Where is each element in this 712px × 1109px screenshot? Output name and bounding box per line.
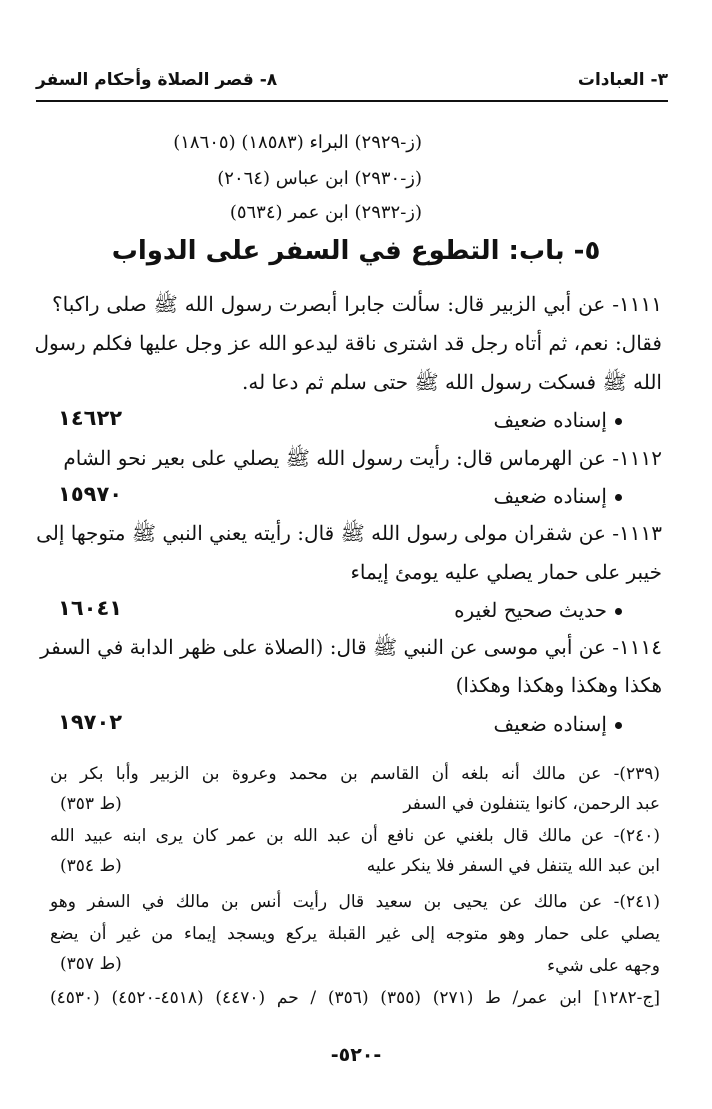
hadith-1114-grade: إسناده ضعيف: [493, 712, 622, 736]
cross-ref-j1282: [ج-١٢٨٢] ابن عمر/ ط (٢٧١) (٣٥٥) (٣٥٦) / حم (٤٤٧٠) (٤٥١٨-٤٥٢٠) (٤٥٣٠): [50, 988, 661, 1008]
header-chapter: ٨- قصر الصلاة وأحكام السفر: [36, 70, 278, 90]
hadith-1114-line-2: هكذا وهكذا وهكذا وهكذا): [455, 673, 662, 697]
hadith-1111-line-3: الله ﷺ فسكت رسول الله ﷺ حتى سلم ثم دعا له.: [242, 370, 662, 394]
cross-ref-2930: (ز-٢٩٣٠) ابن عباس (٢٠٦٤): [217, 168, 422, 189]
running-header: [36, 68, 668, 96]
cross-ref-2929: (ز-٢٩٢٩) البراء (١٨٥٨٣) (١٨٦٠٥): [173, 132, 422, 153]
footnote-239-line-2: عبد الرحمن، كانوا يتنفلون في السفر: [403, 794, 660, 814]
hadith-1113-grade: حديث صحيح لغيره: [454, 598, 622, 622]
footnote-241-line-1: (٢٤١)- عن مالك عن يحيى بن سعيد قال رأيت أنس بن مالك في السفر وهو: [50, 892, 660, 912]
footnote-240-ref: (ط ٣٥٤): [60, 856, 122, 876]
footnote-239-ref: (ط ٣٥٣): [60, 794, 122, 814]
chapter-title: ٥- باب: التطوع في السفر على الدواب: [111, 236, 601, 266]
bullet-icon: [615, 722, 622, 729]
footnote-241-ref: (ط ٣٥٧): [60, 954, 122, 974]
cross-ref-2932: (ز-٢٩٣٢) ابن عمر (٥٦٣٤): [229, 202, 422, 223]
footnote-239-line-1: (٢٣٩)- عن مالك أنه بلغه أن القاسم بن محمد وعروة بن الزبير وأبا بكر بن: [50, 764, 660, 784]
hadith-1111-line-2: فقال: نعم، ثم أتاه رجل قد اشترى ناقة ليدعو الله عز وجل عليها فكلم رسول: [34, 331, 662, 355]
header-divider: [36, 100, 668, 102]
bullet-icon: [615, 418, 622, 425]
hadith-1112-line-1: ١١١٢- عن الهرماس قال: رأيت رسول الله ﷺ يصلي على بعير نحو الشام: [63, 446, 662, 470]
hadith-1112-number: ١٥٩٧٠: [58, 482, 123, 506]
hadith-1111-grade: إسناده ضعيف: [493, 408, 622, 432]
hadith-1113-line-2: خيبر على حمار يصلي عليه يومئ إيماء: [350, 560, 662, 584]
bullet-icon: [615, 494, 622, 501]
footnote-241-line-3: وجهه على شيء: [547, 956, 660, 976]
page-number: -٥٢٠-: [330, 1044, 382, 1066]
hadith-1113-number: ١٦٠٤١: [58, 596, 123, 620]
hadith-1111-line-1: ١١١١- عن أبي الزبير قال: سألت جابرا أبصرت رسول الله ﷺ صلى راكبا؟: [52, 292, 662, 316]
hadith-1111-number: ١٤٦٢٢: [58, 406, 123, 430]
hadith-1114-line-1: ١١١٤- عن أبي موسى عن النبي ﷺ قال: (الصلاة على ظهر الدابة في السفر: [40, 635, 662, 659]
hadith-1112-grade: إسناده ضعيف: [493, 484, 622, 508]
header-book-section: ٣- العبادات: [577, 70, 668, 90]
hadith-1113-line-1: ١١١٣- عن شقران مولى رسول الله ﷺ قال: رأيته يعني النبي ﷺ متوجها إلى: [36, 521, 662, 545]
footnote-241-line-2: يصلي على حمار وهو متوجه إلى غير القبلة يركع ويسجد إيماء من غير أن يضع: [50, 924, 660, 944]
bullet-icon: [615, 608, 622, 615]
footnote-240-line-2: ابن عبد الله يتنفل في السفر فلا ينكر عليه: [366, 856, 660, 876]
hadith-1114-number: ١٩٧٠٢: [58, 710, 123, 734]
footnote-240-line-1: (٢٤٠)- عن مالك قال بلغني عن نافع أن عبد الله بن عمر كان يرى ابنه عبيد الله: [50, 826, 660, 846]
